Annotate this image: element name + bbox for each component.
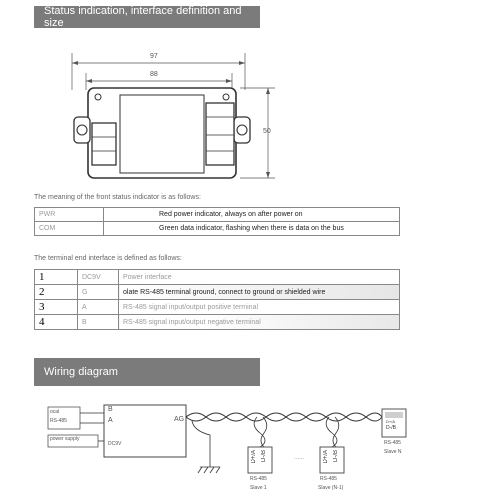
section-title-status-text: Status indication, interface definition and size <box>44 5 242 29</box>
terminal-num-4: 4 <box>35 315 78 330</box>
table-row <box>35 300 400 315</box>
terminal-desc-1: Power interface <box>119 270 400 285</box>
local-label: ocal <box>50 409 60 415</box>
status-desc-com: Green data indicator, flashing when there is data on the bus <box>104 222 400 236</box>
terminal-pin-1: DC9V <box>78 270 119 285</box>
status-name-com: COM <box>35 222 104 236</box>
terminal-desc-3: RS-485 signal input/output positive terminal <box>119 300 400 315</box>
dimension-outer-width: 97 <box>150 53 158 60</box>
slaveN-name: Slave N <box>384 449 402 455</box>
terminal-caption: The terminal end interface is defined as follows: <box>34 255 182 262</box>
slaveN1-db: D-/B <box>333 450 339 462</box>
section-title-wiring <box>34 358 260 386</box>
status-table <box>34 207 400 236</box>
device-terminal-ag: AG <box>174 416 185 423</box>
table-row <box>35 208 400 222</box>
terminal-num-2: 2 <box>35 285 78 300</box>
slave1-db: D-/B <box>261 450 267 462</box>
device-terminal-dc: DC9V <box>108 441 122 447</box>
device-terminal-b: B <box>108 406 113 413</box>
terminal-pin-3: A <box>78 300 119 315</box>
slave1-name: Slave 1 <box>250 485 267 491</box>
terminal-desc-2: olate RS-485 terminal ground, connect to ground or shielded wire <box>119 285 400 300</box>
terminal-table <box>34 269 400 330</box>
dimension-height: 50 <box>263 128 271 135</box>
slaves-ellipsis: ...... <box>294 455 305 461</box>
slave1-bus: RS-485 <box>250 476 267 482</box>
status-name-pwr: PWR <box>35 208 104 222</box>
table-row <box>35 285 400 300</box>
slaveN-db: D-/B <box>386 425 396 431</box>
slave1-da: D+/A <box>251 450 257 464</box>
module-dimension-drawing <box>60 45 290 190</box>
terminal-pin-2: G <box>78 285 119 300</box>
section-title-status <box>34 6 260 28</box>
slaveN-da: D+/A <box>386 419 396 424</box>
local-rs485-label: RS-485 <box>50 418 67 424</box>
table-row <box>35 270 400 285</box>
section-title-wiring-text: Wiring diagram <box>44 366 118 378</box>
slaveN1-bus: RS-485 <box>320 476 337 482</box>
dimension-inner-width: 88 <box>150 71 158 78</box>
table-row <box>35 222 400 236</box>
terminal-pin-4: B <box>78 315 119 330</box>
slaveN1-da: D+/A <box>323 450 329 464</box>
table-row <box>35 315 400 330</box>
slaveN-bus: RS-485 <box>384 440 401 446</box>
terminal-desc-4: RS-485 signal input/output negative terminal <box>119 315 400 330</box>
status-desc-pwr: Red power indicator, always on after power on <box>104 208 400 222</box>
terminal-num-3: 3 <box>35 300 78 315</box>
slaveN1-name: Slave (N-1) <box>318 485 344 491</box>
status-caption: The meaning of the front status indicator is as follows: <box>34 194 201 201</box>
power-supply-label: power supply <box>50 436 80 442</box>
device-terminal-a: A <box>108 417 113 424</box>
terminal-num-1: 1 <box>35 270 78 285</box>
